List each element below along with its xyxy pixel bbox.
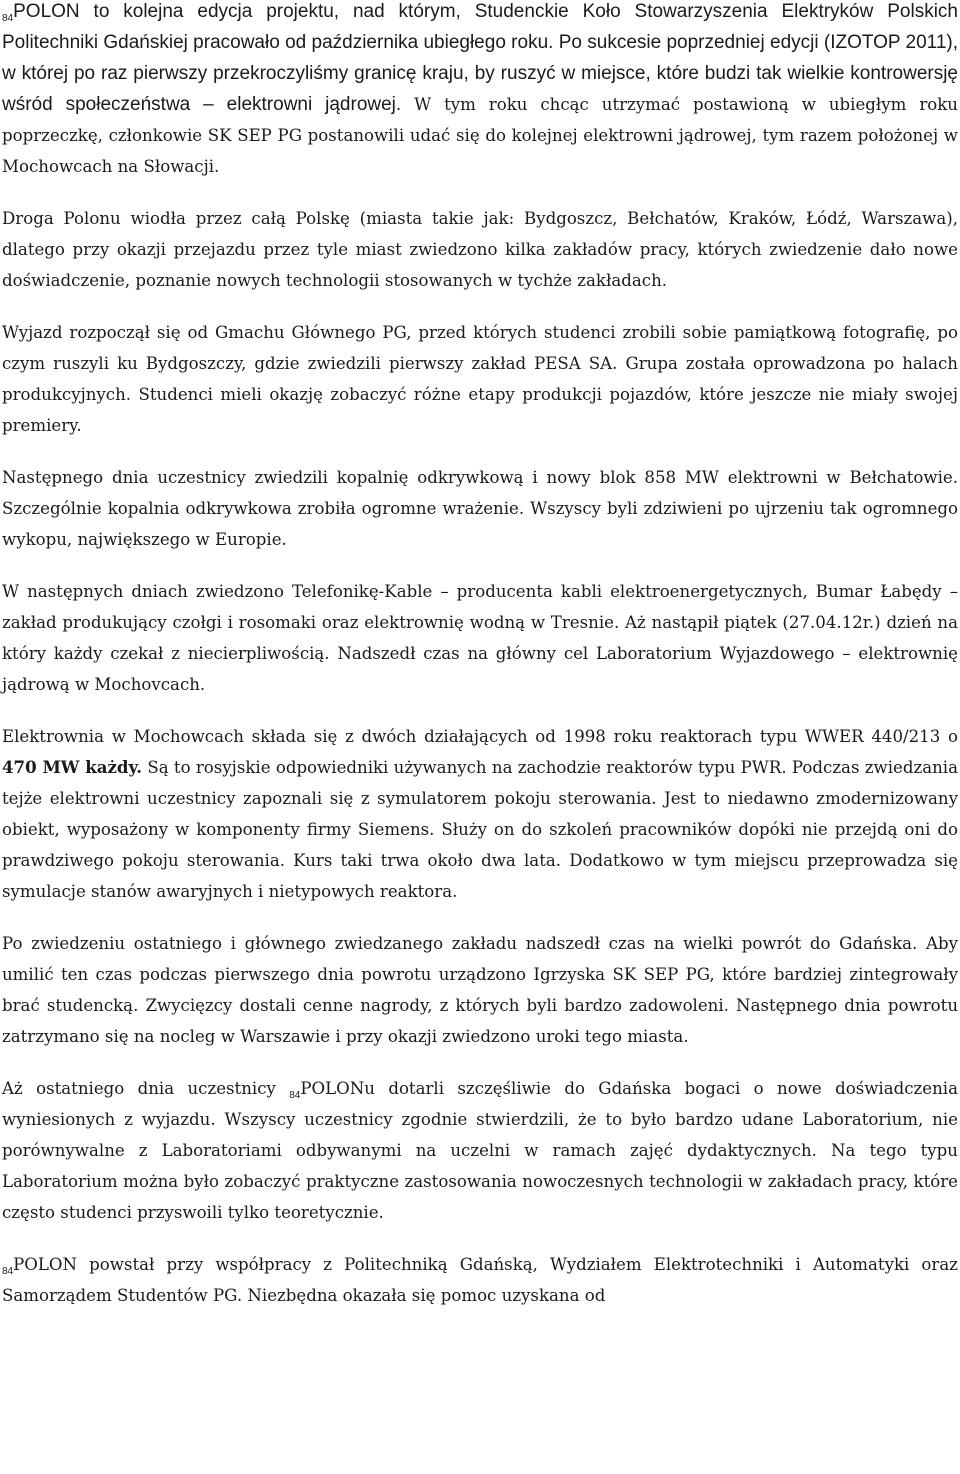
paragraph-belchatow: Następnego dnia uczestnicy zwiedzili kopalnię odkrywkową i nowy blok 858 MW elektrowni w Bełchatowie. Szczególnie kopalnia odkrywkowa zrobiła ogromne wrażenie. Wszyscy byli zdziwieni po ujrzeniu tak ogromnego wykopu, największego w Europie.	[2, 468, 958, 549]
mochovce-power-bold: 470 MW każdy.	[2, 757, 143, 777]
isotope-prefix: 84	[289, 1090, 301, 1101]
mochovce-text-before: Elektrownia w Mochowcach składa się z dwóch działających od 1998 roku reaktorach typu WWER 440/213 o	[2, 727, 958, 746]
paragraph-intro	[2, 0, 958, 182]
paragraph-next-days: W następnych dniach zwiedzono Telefonikę-Kable – producenta kabli elektroenergetycznych, Bumar Łabędy – zakład produkujący czołgi i rosomaki oraz elektrownię wodną w Tresnie. Aż nastąpił piątek (27.04.12r.) dzień na który każdy czekał z niecierpliwością. Nadszedł czas na główny cel Laboratorium Wyjazdowego – elektrownię jądrową w Mochovcach.	[2, 582, 958, 694]
summary-text-after: POLONu dotarli szczęśliwie do Gdańska bogaci o nowe doświadczenia wyniesionych z wyjazdu. Wszyscy uczestnicy zgodnie stwierdzili, że to było bardzo udane Laboratorium, nie porównywalne z Laboratoriami odbywanymi na uczelni w ramach zajęć dydaktycznych. Na tego typu Laboratorium można było zobaczyć praktyczne zastosowania nowoczesnych technologii w zakładach pracy, które często studenci przyswoili tylko teoretycznie.	[2, 1079, 958, 1222]
mochovce-text-after: Są to rosyjskie odpowiedniki używanych na zachodzie reaktorów typu PWR. Podczas zwiedzania tejże elektrowni uczestnicy zapoznali się z symulatorem pokoju sterowania. Jest to niedawno zmodernizowany obiekt, wyposażony w komponenty firmy Siemens. Służy on do szkoleń pracowników dopóki nie przejdą oni do prawdziwego pokoju sterowania. Kurs taki trwa około dwa lata. Dodatkowo w tym miejscu przeprowadza się symulacje stanów awaryjnych i nietypowych reaktora.	[2, 758, 958, 901]
paragraph-route: Droga Polonu wiodła przez całą Polskę (miasta takie jak: Bydgoszcz, Bełchatów, Kraków, Łódź, Warszawa), dlatego przy okazji przejazdu przez tyle miast zwiedzono kilka zakładów pracy, których zwiedzenie dało nowe doświadczenie, poznanie nowych technologii stosowanych w tychże zakładach.	[2, 209, 958, 290]
cooperation-text: POLON powstał przy współpracy z Politechniką Gdańską, Wydziałem Elektrotechniki i Automatyki oraz Samorządem Studentów PG. Niezbędna okazała się pomoc uzyskana od	[2, 1255, 958, 1305]
paragraph-return: Po zwiedzeniu ostatniego i głównego zwiedzanego zakładu nadszedł czas na wielki powrót do Gdańska. Aby umilić ten czas podczas pierwszego dnia powrotu urządzono Igrzyska SK SEP PG, które bardziej zintegrowały brać studencką. Zwycięzcy dostali cenne nagrody, z których byli bardzo zadowoleni. Następnego dnia powrotu zatrzymano się na nocleg w Warszawie i przy okazji zwiedzono uroki tego miasta.	[2, 934, 958, 1046]
intro-serif-text: W tym roku chcąc utrzymać postawioną w ubiegłym roku poprzeczkę, członkowie SK SEP PG postanowili udać się do kolejnej elektrowni jądrowej, tym razem położonej w Mochowcach na Słowacji.	[2, 95, 958, 176]
isotope-prefix: 84	[2, 13, 14, 24]
intro-sans-text: POLON to kolejna edycja projektu, nad którym, Studenckie Koło Stowarzyszenia Elektryków Polskich Politechniki Gdańskiej pracowało od października ubiegłego roku. Po sukcesie poprzedniej edycji (IZOTOP 2011), w której po raz pierwszy przekroczyliśmy granicę kraju, by ruszyć w miejsce, które budzi tak wielkie kontrowersję wśród społeczeństwa – elektrowni jądrowej.	[2, 1, 958, 115]
paragraph-summary	[2, 1073, 958, 1228]
isotope-prefix: 84	[2, 1266, 14, 1277]
paragraph-departure: Wyjazd rozpoczął się od Gmachu Głównego PG, przed których studenci zrobili sobie pamiątkową fotografię, po czym ruszyli ku Bydgoszczy, gdzie zwiedzili pierwszy zakład PESA SA. Grupa została oprowadzona po halach produkcyjnych. Studenci mieli okazję zobaczyć różne etapy produkcji pojazdów, które jeszcze nie miały swojej premiery.	[2, 323, 958, 435]
paragraph-mochovce	[2, 721, 958, 907]
paragraph-cooperation	[2, 1249, 958, 1311]
summary-text-before: Aż ostatniego dnia uczestnicy	[2, 1079, 290, 1098]
